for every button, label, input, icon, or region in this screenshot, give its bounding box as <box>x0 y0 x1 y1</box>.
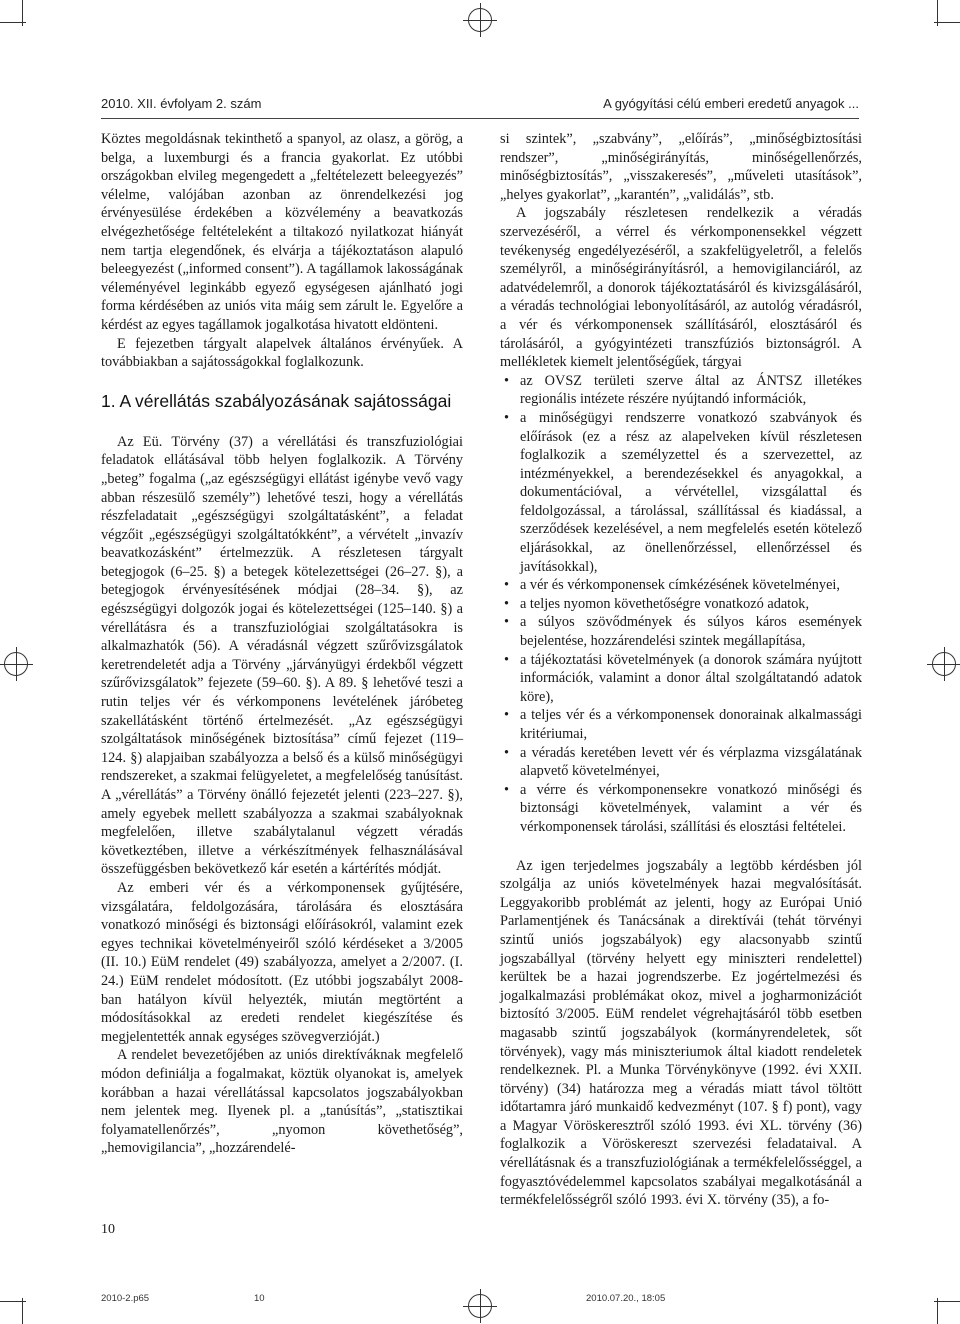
left-column <box>101 130 463 1158</box>
registration-mark <box>468 8 492 32</box>
paragraph: A jogszabály részletesen rendelkezik a véradás szervezéséről, a vérrel és vérkomponensekkel végzett tevékenység engedélyezéséről, a szakfelügyeletről, a felelős személyről, a minőségirányításról, a hemovigilanciáról, az adatvédelemről, a donorok tájékoztatásáról és kivizsgálásáról, a véradás technológiai lebonyolításáról, az autológ véradásról, a vér és vérkomponensek szállításáról, elosztásáról és tárolásáról, a gyógyintézeti transzfúziós biztonságról. A mellékletek kiemelt jelentőségűek, tárgyai <box>500 205 862 371</box>
paragraph: A rendelet bevezetőjében az uniós direktíváknak megfelelő módon definiálja a fogalmakat, köztük olyanokat is, amelyek korábban a hazai vérellátással kapcsolatos jogszabályokban nem jelentek meg. Ilyenek pl. a „tanúsítás”, „statisztikai folyamatellenőrzés”, „nyomon követhetőség”, „hemovigilancia”, „hozzárendelé- <box>101 1047 463 1157</box>
list-item: • a tájékoztatási követelmények (a donorok számára nyújtott információk, valamint a donor által szolgáltatandó adatok köre), <box>504 651 862 705</box>
bullet-icon: • <box>504 577 510 594</box>
right-column <box>500 130 862 1210</box>
registration-mark <box>468 1294 492 1318</box>
list-item: • a minőségügyi rendszerre vonatkozó szabványok és előírások (ez a rész az alapelveken kívül részletesen foglalkozik a személyzettel és a szervezettel, az intézményekkel, a berendezésekkel és anyagokkal, a dokumentációval, a vérvétellel, vizsgálattal és feldolgozással, a tárolással, szállítással és kiadással, a szerződések kezelésével, a nem megfelelés esetén kötelező eljárásokkal, az önellenőrzéssel, ellenőrzéssel és javításokkal), <box>504 409 862 575</box>
paragraph: E fejezetben tárgyalt alapelvek általános érvényűek. A továbbiakban a sajátosságokkal foglalkozunk. <box>101 335 463 371</box>
paragraph: Az emberi vér és a vérkomponensek gyűjtésére, vizsgálatára, feldolgozására, tárolására és elosztására vonatkozó minőségi és biztonsági előírásokról, valamint ezek egyes technikai követelményeiről szóló kérdéseket a 3/2005 (II. 10.) EüM rendelet (49) szabályozza, amelyet a 2/2007. (I. 24.) EüM rendelet módosított. (Ez utóbbi jogszabályt 2008-ban hatályon kívül helyezték, miután megtörtént a módosításokkal az eredeti rendelet kiegészítése és megjelentették annak egységes szövegverzióját.) <box>101 879 463 1045</box>
list-item: • az OVSZ területi szerve által az ÁNTSZ illetékes regionális intézete részére nyújtandó információk, <box>504 372 862 408</box>
bullet-icon: • <box>504 372 510 389</box>
print-timestamp: 2010.07.20., 18:05 <box>586 1293 666 1304</box>
bullet-icon: • <box>504 781 510 798</box>
registration-mark <box>4 652 28 676</box>
print-page-number: 10 <box>254 1293 265 1304</box>
running-head <box>101 96 859 116</box>
list-item: • a teljes nyomon követhetőségre vonatkozó adatok, <box>504 595 810 612</box>
journal-issue: 2010. XII. évfolyam 2. szám <box>101 96 262 111</box>
crop-mark <box>22 0 23 26</box>
bullet-icon: • <box>504 409 510 426</box>
paragraph: Az Eü. Törvény (37) a vérellátási és transzfuziológiai feladatok ellátásával több helyen foglalkozik. A Törvény „beteg” fogalma („az egészségügyi ellátást igénybe vevő vagy abban részesülő személy”) lehetővé teszi, hogy a vérellátás részfeladatait „egészségügyi szolgáltatásként”, a feladat végzőit „egészségügyi szolgáltatókként”, a vérvételt „invazív beavatkozásként” értelmezzük. A részletesen tárgyalt betegjogok (6–25. §) a betegek kötelezettségei (26–27. §), a betegjogok érvényesítésének módjai (28–34. §), az egészségügyi dolgozók jogai és kötelezettségei (125–140. §) a vérellátásra és a transzfuziológiai szolgáltatásokra is alkalmazhatók (56). A véradásnál végzett szűrővizsgálatok keretrendeletét adja a Törvény „járványügyi érdekből végzett szűrővizsgálatok” fejezete (59–60. §). A 89. § lehetővé teszi a rutin teljes vér és vérkomponens levételének járóbeteg szakellátásként történő értelmezését. „Az egészségügyi szolgáltatások minőségének biztosítása” című fejezet (119–124. §) alapjaiban szabályozza a belső és a külső minőségügyi rendszereket, a szakmai felügyeletet, a megfelelőség tanúsítást. A „vérellátás” a Törvény önálló fejezetét jelenti (223–227. §), amely egyebek mellett szabályozza a szakmai szabályoknak megfelelően, illetve szabálytalanul végzett véradás következtében, illetve a vérkészítmények felhasználásával összefüggésben bekövetkező kár esetén a kártérítés módját. <box>101 433 463 878</box>
bullet-icon: • <box>504 651 510 668</box>
crop-mark <box>937 0 938 26</box>
registration-mark <box>932 652 956 676</box>
bullet-icon: • <box>504 744 510 761</box>
paragraph: si szintek”, „szabvány”, „előírás”, „minőségbiztosítási rendszer”, „minőségirányítás, minőségellenőrzés, minőségbiztosítás”, „visszakeresés”, „műveleti utasítások”, „helyes gyakorlat”, „karantén”, „validálás”, stb. <box>500 131 862 203</box>
paragraph: Köztes megoldásnak tekinthető a spanyol, az olasz, a görög, a belga, a luxemburgi és a francia gyakorlat. Ez utóbbi országokban elvileg megengedett a „feltételezett beleegyezés” vélelme, valójában azonban az önrendelkezési jog érvényesülése érdekében a közvélemény a beavatkozás elvégezhetősége feltételeként a tiltakozó nyilatkozat hiányát nem tartja elegendőnek, és elvárja a tájékoztatáson alapuló beleegyezést („informed consent”). A tagállamok lakosságának véleményével leginkább egyező egységesen ajánlható jogi forma kérdésében az uniós vita máig sem zárult le. Egyelőre a kérdést az egyes tagállamok jogalkotása hivatott eldönteni. <box>101 131 463 333</box>
crop-mark <box>937 1298 938 1324</box>
list-item: • a teljes vér és a vérkomponensek donorainak alkalmassági kritériumai, <box>504 707 862 742</box>
annex-list <box>500 372 862 837</box>
paragraph: Az igen terjedelmes jogszabály a legtöbb kérdésben jól szolgálja az uniós követelmények hazai megvalósítását. Leggyakoribb problémát az jelenti, hogy az Európai Unió Parlamentjének és Tanácsának a direktívái (tehát törvényi szintű uniós jogszabályok) egy alacsonyabb szintű jogszabállyal (törvény helyett egy miniszteri rendelettel) kerültek be a hazai jogrendszerbe. Ez jogértelmezési és jogalkalmazási problémákat okoz, mivel a jogharmonizációt biztosító 3/2005. EüM rendelet végrehajtásáról több esetben magasabb szintű jogszabályok (kormányrendeletek, sőt törvények), vagy más miniszteriumok által kiadott rendeletek rendelkeznek. Pl. a Munka Törvénykönyve (1992. évi XXII. törvény) (34) határozza meg a véradás miatt távol töltött időtartamra járó munkaidő kedvezményt (107. § f) pont), vagy a Magyar Vöröskeresztről szóló 1993. évi XL. törvény (36) foglalkozik a Vöröskereszt szervezési feladataival. A vérellátásnak és a transzfuziológiának a termékfelelősséggel, a fogyasztóvédelemmel kapcsolatos szabályai megalkotásánál a termékfelelősségről szóló 1993. évi X. törvény (35), a fo- <box>500 857 862 1209</box>
article-short-title: A gyógyítási célú emberi eredetű anyagok ... <box>603 96 859 111</box>
bullet-icon: • <box>504 614 510 631</box>
list-item: • a súlyos szövődmények és súlyos káros események bejelentése, hozzárendelési szintek megállapítása, <box>504 614 862 650</box>
section-heading: 1. A vérellátás szabályozásának sajátosságai <box>101 390 452 411</box>
list-item: • a vér és vérkomponensek címkézésének követelményei, <box>504 577 840 594</box>
bullet-icon: • <box>504 595 510 612</box>
print-file-name: 2010-2.p65 <box>101 1293 150 1304</box>
header-rule <box>101 118 859 119</box>
page-number: 10 <box>101 1222 115 1237</box>
bullet-icon: • <box>504 707 510 724</box>
list-item: • a véradás keretében levett vér és vérplazma vizsgálatának alapvető követelményei, <box>504 744 862 780</box>
list-item: • a vérre és vérkomponensekre vonatkozó minőségi és biztonsági követelmények, valamint a vér és vérkomponensek tárolási, szállítási és elosztási feltételei. <box>504 781 862 835</box>
crop-mark <box>22 1298 23 1324</box>
